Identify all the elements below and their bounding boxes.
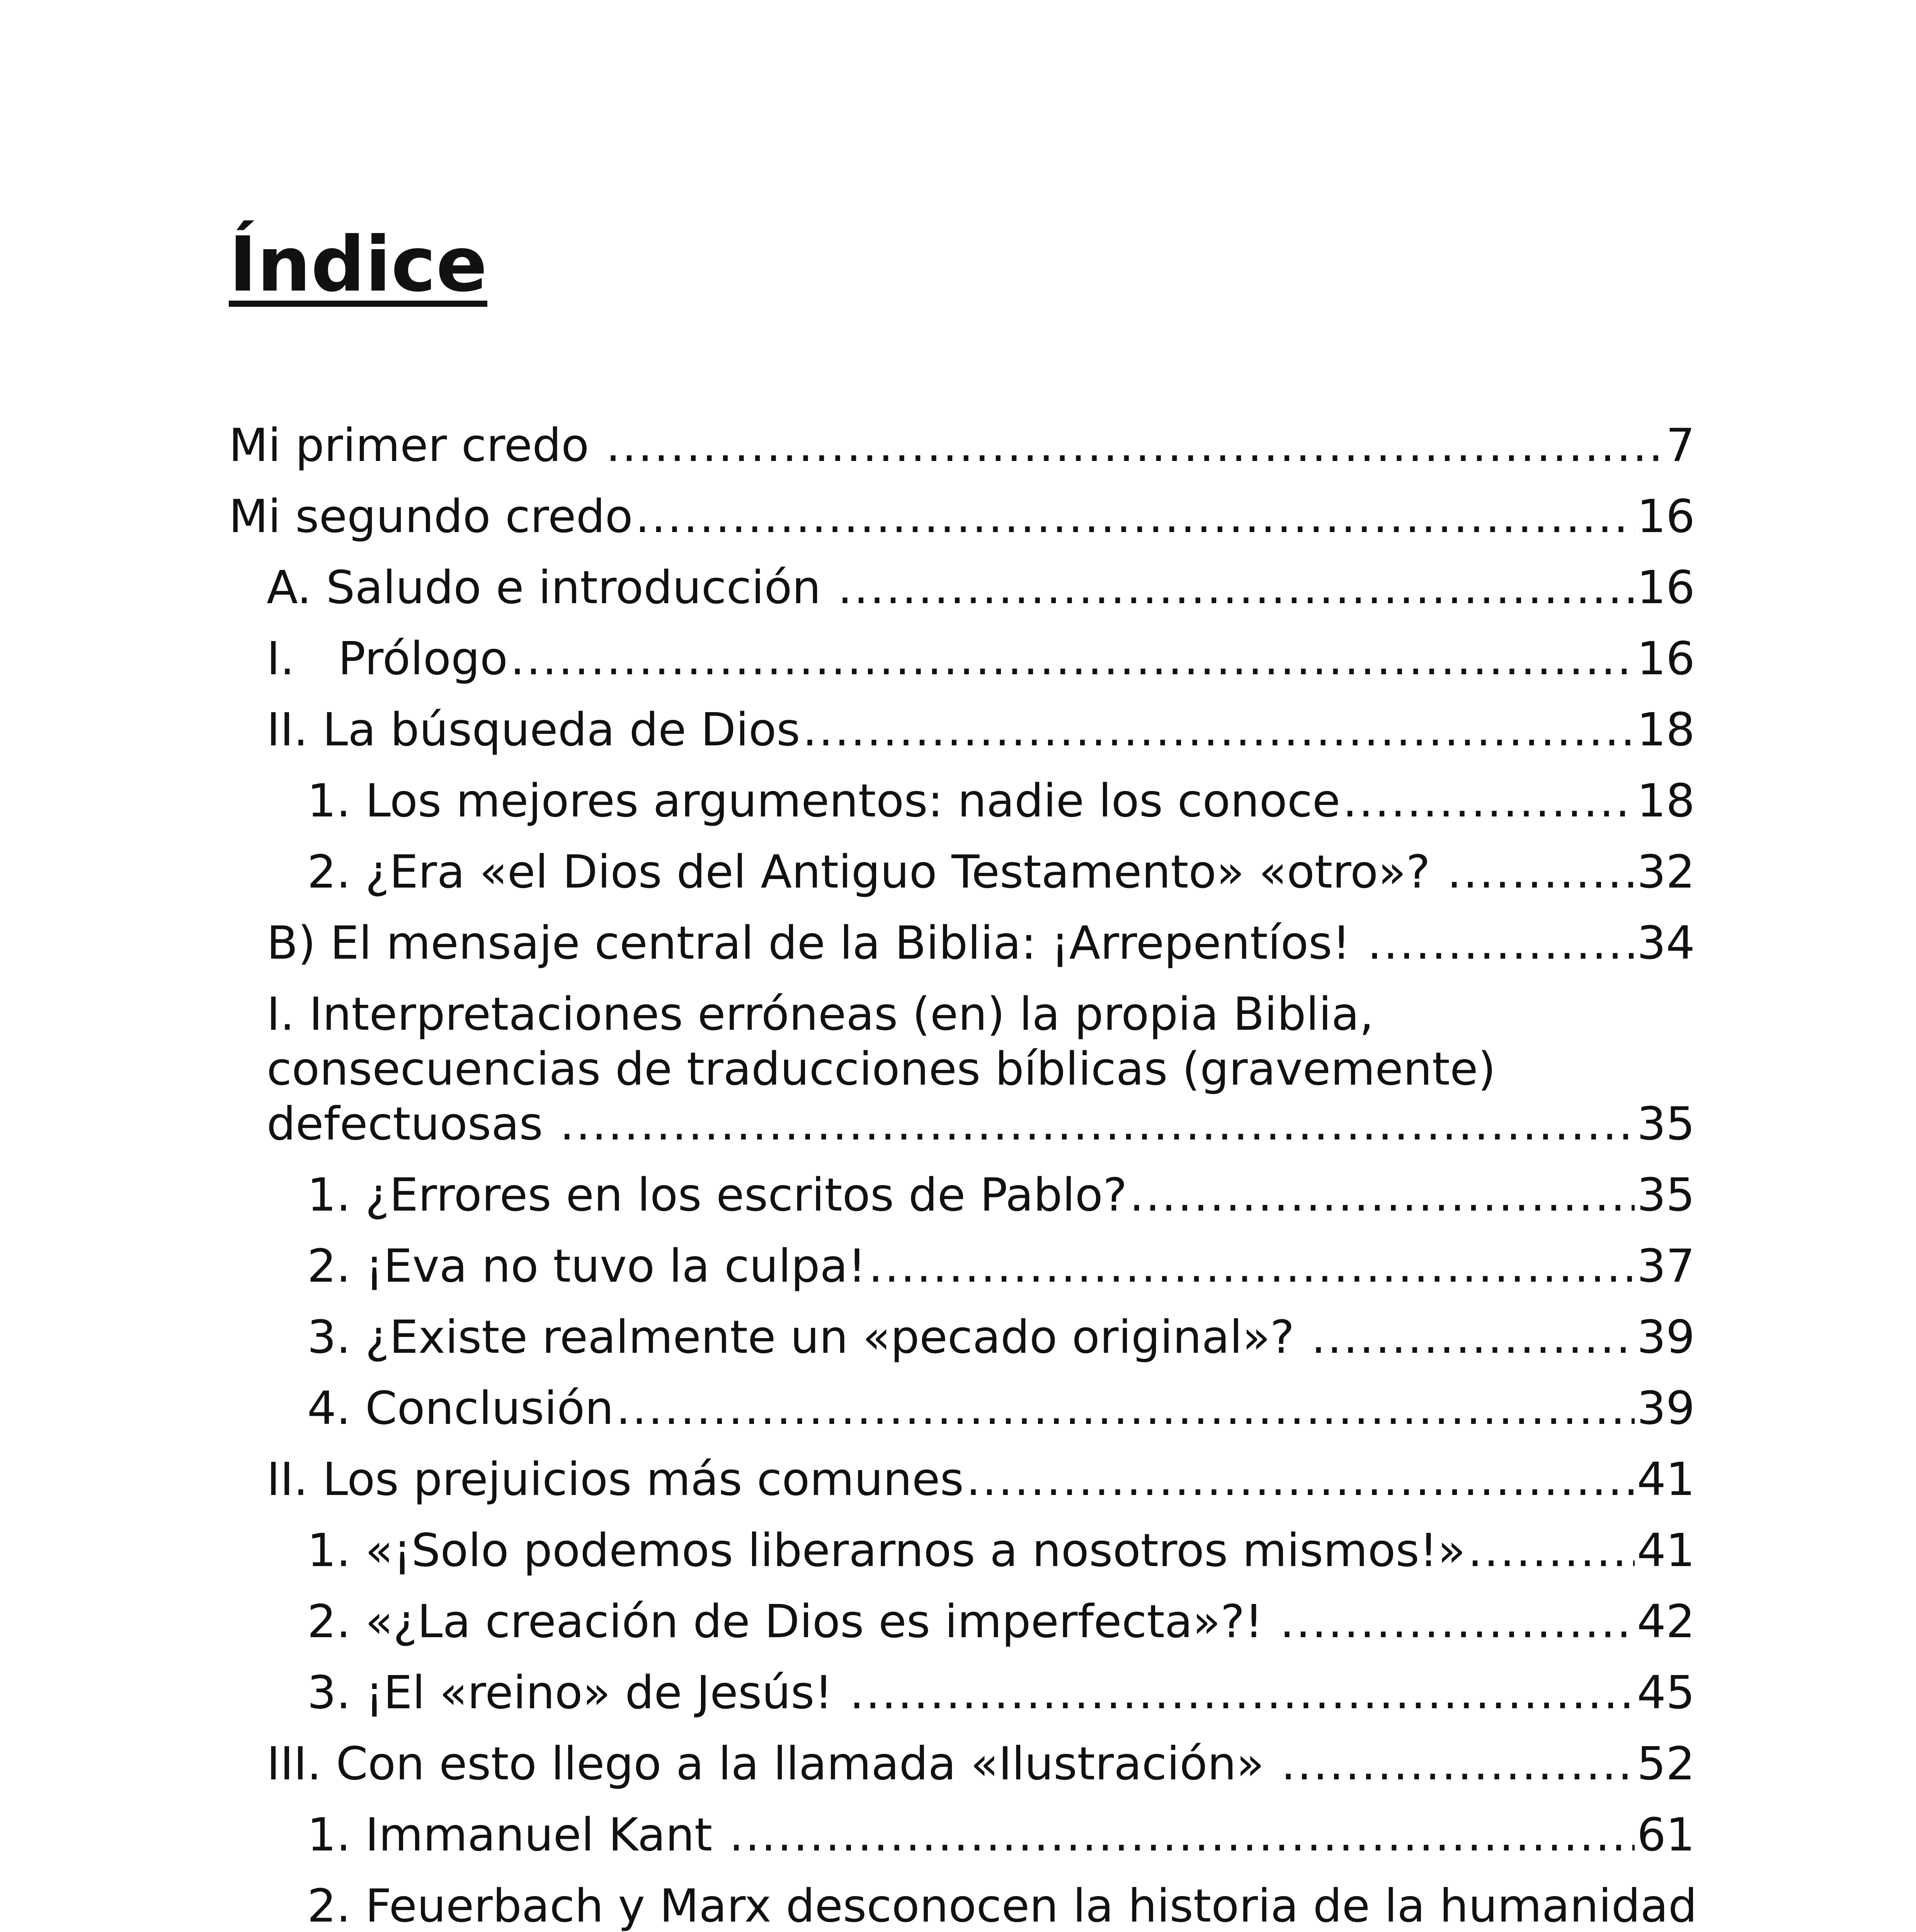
toc-leader-dots (1468, 1519, 1634, 1581)
toc-entry[interactable] (307, 1930, 1695, 1932)
toc-entry-title: B) El mensaje central de la Biblia: ¡Arrepentíos! (267, 916, 1365, 969)
toc-entry-line (267, 1038, 1496, 1100)
toc-entry[interactable] (267, 556, 1695, 618)
toc-leader-dots (606, 414, 1664, 476)
toc-leader-dots (1280, 1590, 1635, 1652)
toc-entry-title: Mi primer credo (229, 418, 604, 472)
toc-entry[interactable] (307, 1306, 1695, 1368)
toc-page-number: 34 (1637, 916, 1695, 969)
toc-page-number: 16 (1637, 561, 1695, 614)
toc-leader-dots (324, 1930, 1635, 1932)
toc-leader-dots (560, 1093, 1635, 1155)
toc-page-number: 16 (1637, 490, 1695, 543)
toc-leader-dots (616, 1377, 1635, 1439)
toc-entry-line (307, 1875, 1697, 1932)
toc-entry-title: 1. ¿Errores en los escritos de Pablo? (307, 1168, 1127, 1221)
toc-entry[interactable] (267, 1448, 1695, 1510)
toc-leader-dots (849, 1662, 1634, 1723)
toc-leader-dots (868, 1235, 1635, 1297)
toc-entry[interactable] (267, 628, 1695, 689)
toc-entry-title-line: consecuencias de traducciones bíblicas (gravemente) (267, 1042, 1496, 1095)
toc-page-number: 42 (1637, 1595, 1695, 1648)
toc-page-number (1637, 1930, 1695, 1932)
toc-entry[interactable] (307, 1235, 1695, 1297)
toc-leader-dots (1447, 841, 1635, 903)
toc-page-number: 16 (1637, 632, 1695, 685)
toc-page-number: 52 (1637, 1737, 1695, 1790)
toc-page-number: 61 (1637, 1808, 1695, 1861)
toc-entry-title: 3. ¡El «reino» de Jesús! (307, 1666, 847, 1719)
toc-entry[interactable] (307, 1164, 1695, 1226)
toc-entry[interactable] (307, 1377, 1695, 1439)
toc-leader-dots (1130, 1164, 1635, 1226)
toc-entry[interactable] (267, 1733, 1695, 1794)
toc-page-number: 39 (1637, 1310, 1695, 1364)
toc-page-number: 41 (1637, 1524, 1695, 1577)
toc-entry-title-line: 2. Feuerbach y Marx desconocen la historia de la humanidad (307, 1879, 1697, 1932)
toc-page-number: 18 (1637, 774, 1695, 827)
toc-page-number: 35 (1637, 1097, 1695, 1150)
toc-entry[interactable] (307, 1519, 1695, 1581)
toc-page-number: 45 (1637, 1666, 1695, 1719)
toc-page-number: 7 (1666, 418, 1695, 472)
toc-entry-title (307, 1930, 322, 1932)
toc-page-number: 35 (1637, 1168, 1695, 1221)
toc-entry-title: 3. ¿Existe realmente un «pecado original»? (307, 1310, 1309, 1364)
toc-page-number: 37 (1637, 1239, 1695, 1293)
toc-entry-line (267, 983, 1374, 1045)
toc-entry-title: 1. «¡Solo podemos liberarnos a nosotros mismos!» (307, 1524, 1466, 1577)
toc-entry-title: 2. ¡Eva no tuvo la culpa! (307, 1239, 866, 1293)
toc-entry-title: 1. Los mejores argumentos: nadie los conoce (307, 774, 1341, 827)
toc-page-number: 41 (1637, 1452, 1695, 1506)
toc-entry-title: II. Los prejuicios más comunes (267, 1452, 964, 1506)
toc-entry-title: defectuosas (267, 1097, 558, 1150)
toc-leader-dots (803, 699, 1635, 760)
toc-entry[interactable] (307, 770, 1695, 832)
toc-leader-dots (729, 1804, 1635, 1866)
toc-entry-title-line: I. Interpretaciones erróneas (en) la propia Biblia, (267, 987, 1374, 1041)
toc-leader-dots (510, 628, 1635, 689)
toc-page-number: 39 (1637, 1381, 1695, 1435)
toc-entry[interactable] (229, 485, 1695, 547)
toc-entry-title: 2. «¿La creación de Dios es imperfecta»?! (307, 1595, 1278, 1648)
toc-entry-title: II. La búsqueda de Dios (267, 703, 800, 756)
toc-entry[interactable] (307, 841, 1695, 903)
toc-leader-dots (1311, 1306, 1635, 1368)
toc-leader-dots (1343, 770, 1635, 832)
toc-entry-title: A. Saludo e introducción (267, 561, 835, 614)
page-title: Índice (229, 221, 488, 309)
toc-entry-title: 4. Conclusión (307, 1381, 614, 1435)
toc-entry[interactable] (307, 1662, 1695, 1723)
toc-entry-title: III. Con esto llego a la llamada «Ilustración» (267, 1737, 1279, 1790)
toc-page-number: 18 (1637, 703, 1695, 756)
toc-entry[interactable] (267, 699, 1695, 760)
toc-leader-dots (635, 485, 1635, 547)
toc-leader-dots (966, 1448, 1635, 1510)
toc-entry[interactable] (267, 1093, 1695, 1155)
toc-leader-dots (1281, 1733, 1635, 1794)
toc-entry[interactable] (307, 1590, 1695, 1652)
toc-page-number: 32 (1637, 845, 1695, 898)
toc-entry[interactable] (307, 1804, 1695, 1866)
toc-entry-title: 1. Immanuel Kant (307, 1808, 727, 1861)
toc-entry-title: I. Prólogo (267, 632, 508, 685)
toc-leader-dots (1367, 912, 1635, 974)
toc-entry-title: Mi segundo credo (229, 490, 633, 543)
toc-leader-dots (838, 556, 1635, 618)
toc-entry-title: 2. ¿Era «el Dios del Antiguo Testamento» «otro»? (307, 845, 1445, 898)
toc-entry[interactable] (267, 912, 1695, 974)
toc-entry[interactable] (229, 414, 1695, 476)
